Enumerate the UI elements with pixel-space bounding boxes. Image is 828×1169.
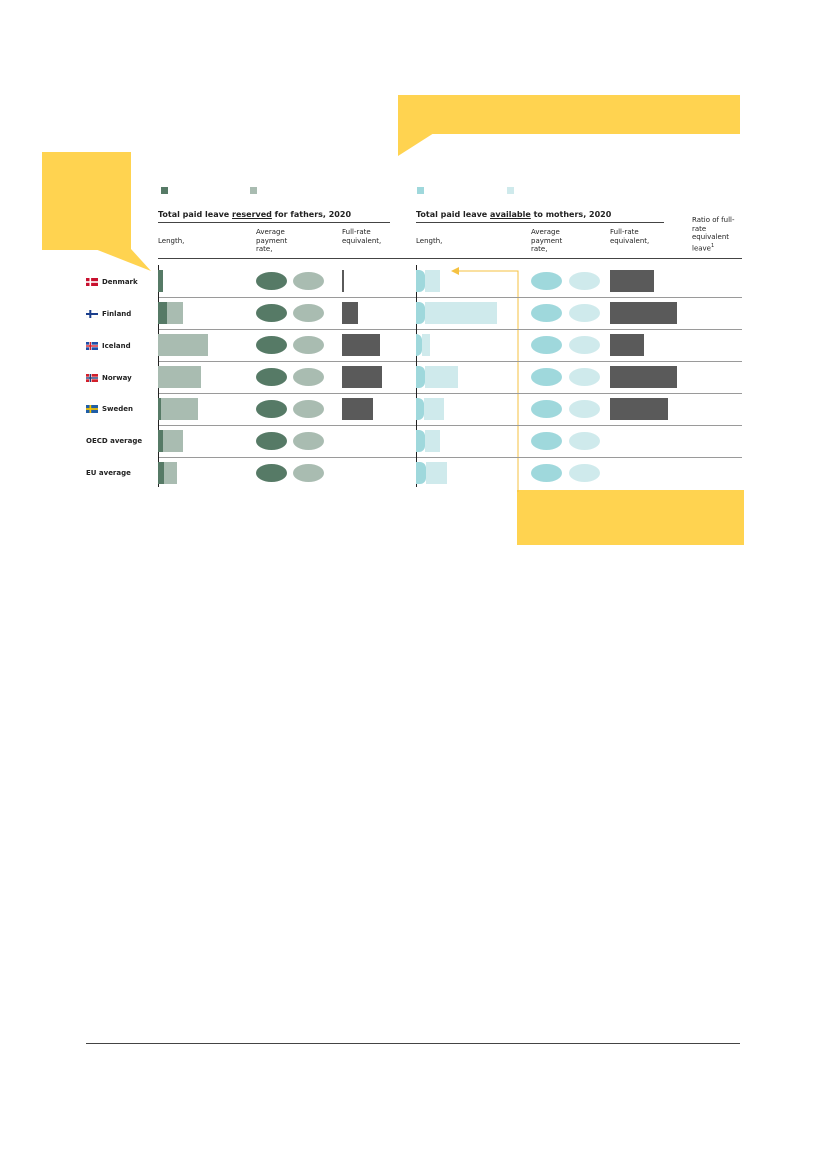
iceland-flag-icon — [86, 342, 98, 350]
mothers-payment-oval-dark — [531, 368, 562, 386]
fathers-length-bar-light — [163, 430, 183, 452]
denmark-flag-icon — [86, 278, 98, 286]
mothers-fre-bar — [610, 334, 644, 356]
fathers-payment-oval-dark — [256, 272, 287, 290]
country-label-norway — [86, 373, 156, 383]
mothers-length-bar-light — [425, 302, 497, 324]
fathers-title-part-1: Total paid leave — [158, 210, 233, 219]
fathers-title-part-3: for fathers, 2020 — [271, 210, 352, 219]
mothers-length-bar-dark — [416, 462, 426, 484]
ratio-header — [692, 216, 742, 252]
mothers-length-bar-light — [425, 366, 458, 388]
callout-pointer-left — [95, 249, 155, 273]
fathers-payment-oval-light — [293, 464, 324, 482]
mothers-length-bar-light — [422, 334, 430, 356]
mothers-payment-oval-dark — [531, 464, 562, 482]
country-label-iceland — [86, 341, 156, 351]
callout-pointer-top — [398, 133, 438, 157]
fathers-fre-bar — [342, 334, 380, 356]
row-separator — [158, 425, 742, 426]
mothers-payment-oval-light — [569, 368, 600, 386]
legend-swatch-mothers-dark — [417, 187, 424, 194]
mothers-fre-bar — [610, 302, 677, 324]
country-label-sweden — [86, 404, 156, 414]
country-name: OECD average — [86, 437, 143, 445]
fathers-payment-oval-dark — [256, 304, 287, 322]
legend-swatch-fathers-light — [250, 187, 257, 194]
fathers-payment-oval-dark — [256, 336, 287, 354]
fathers-payment-oval-light — [293, 400, 324, 418]
fathers-length-bar-dark — [158, 270, 163, 292]
mothers-payment-oval-light — [569, 304, 600, 322]
finland-flag-icon — [86, 310, 98, 318]
fathers-fre-bar — [342, 398, 373, 420]
fathers-length-bar-light — [158, 366, 201, 388]
mothers-payment-oval-dark — [531, 272, 562, 290]
mothers-payment-oval-light — [569, 432, 600, 450]
country-label-oecd — [86, 436, 156, 446]
country-name: Sweden — [102, 405, 133, 413]
mothers-payment-oval-light — [569, 336, 600, 354]
mothers-length-bar-light — [426, 462, 447, 484]
fathers-length-bar-light — [164, 462, 177, 484]
mothers-payment-oval-dark — [531, 336, 562, 354]
norway-flag-icon — [86, 374, 98, 382]
callout-box-bottom — [517, 490, 744, 545]
fathers-payment-oval-dark — [256, 464, 287, 482]
fathers-length-bar-dark — [158, 302, 167, 324]
fathers-payment-oval-light — [293, 368, 324, 386]
mothers-length-bar-dark — [416, 270, 425, 292]
country-name: Denmark — [102, 278, 138, 286]
fathers-payment-oval-light — [293, 304, 324, 322]
fathers-title-part-2: reserved — [232, 210, 272, 219]
footer-rule — [86, 1043, 740, 1044]
mothers-length-bar-light — [425, 270, 440, 292]
fathers-length-bar-light — [167, 302, 183, 324]
fathers-length-bar-light — [161, 398, 198, 420]
mothers-payment-oval-light — [569, 272, 600, 290]
fathers-payment-header: Average payment rate, — [256, 228, 288, 253]
fathers-payment-oval-light — [293, 432, 324, 450]
fathers-fre-bar — [342, 302, 358, 324]
mothers-panel-title — [416, 210, 676, 220]
fathers-fre-bar — [342, 270, 344, 292]
fathers-fre-header: Full-rate equivalent, — [342, 228, 382, 245]
sweden-flag-icon — [86, 405, 98, 413]
mothers-payment-oval-light — [569, 400, 600, 418]
mothers-payment-oval-dark — [531, 304, 562, 322]
country-name: EU average — [86, 469, 131, 477]
mothers-fre-header: Full-rate equivalent, — [610, 228, 650, 245]
legend-swatch-fathers-dark — [161, 187, 168, 194]
mothers-payment-oval-light — [569, 464, 600, 482]
mothers-title-part-1: Total paid leave — [416, 210, 491, 219]
fathers-title-rule — [158, 222, 390, 223]
mothers-length-bar-dark — [416, 366, 425, 388]
row-separator — [158, 329, 742, 330]
mothers-length-bar-dark — [416, 430, 425, 452]
fathers-fre-bar — [342, 366, 382, 388]
country-name: Norway — [102, 374, 132, 382]
country-name: Iceland — [102, 342, 131, 350]
mothers-fre-bar — [610, 366, 677, 388]
header-separator — [158, 258, 742, 259]
callout-box-top — [398, 95, 740, 134]
row-separator — [158, 361, 742, 362]
row-separator — [158, 457, 742, 458]
mothers-length-bar-light — [425, 430, 440, 452]
callout-box-left — [42, 152, 131, 250]
row-separator — [158, 393, 742, 394]
country-label-eu — [86, 468, 156, 478]
mothers-length-bar-dark — [416, 302, 425, 324]
country-label-denmark — [86, 277, 156, 287]
fathers-length-header: Length, — [158, 237, 185, 245]
fathers-payment-oval-light — [293, 272, 324, 290]
mothers-payment-header: Average payment rate, — [531, 228, 563, 253]
fathers-payment-oval-dark — [256, 400, 287, 418]
mothers-payment-oval-dark — [531, 400, 562, 418]
fathers-payment-oval-light — [293, 336, 324, 354]
mothers-title-part-3: to mothers, 2020 — [530, 210, 612, 219]
mothers-title-rule — [416, 222, 664, 223]
mothers-fre-bar — [610, 398, 668, 420]
fathers-payment-oval-dark — [256, 432, 287, 450]
ratio-footnote-marker: 1 — [711, 242, 715, 249]
row-separator — [158, 297, 742, 298]
mothers-fre-bar — [610, 270, 654, 292]
mothers-length-bar-light — [424, 398, 444, 420]
mothers-length-bar-dark — [416, 398, 424, 420]
fathers-panel-title — [158, 210, 398, 220]
fathers-payment-oval-dark — [256, 368, 287, 386]
country-name: Finland — [102, 310, 132, 318]
fathers-length-bar-light — [158, 334, 208, 356]
mothers-length-header: Length, — [416, 237, 443, 245]
mothers-title-part-2: available — [490, 210, 531, 219]
legend-swatch-mothers-light — [507, 187, 514, 194]
ratio-header-text: Ratio of full-rate equivalent leave — [692, 216, 735, 252]
mothers-payment-oval-dark — [531, 432, 562, 450]
country-label-finland — [86, 309, 156, 319]
